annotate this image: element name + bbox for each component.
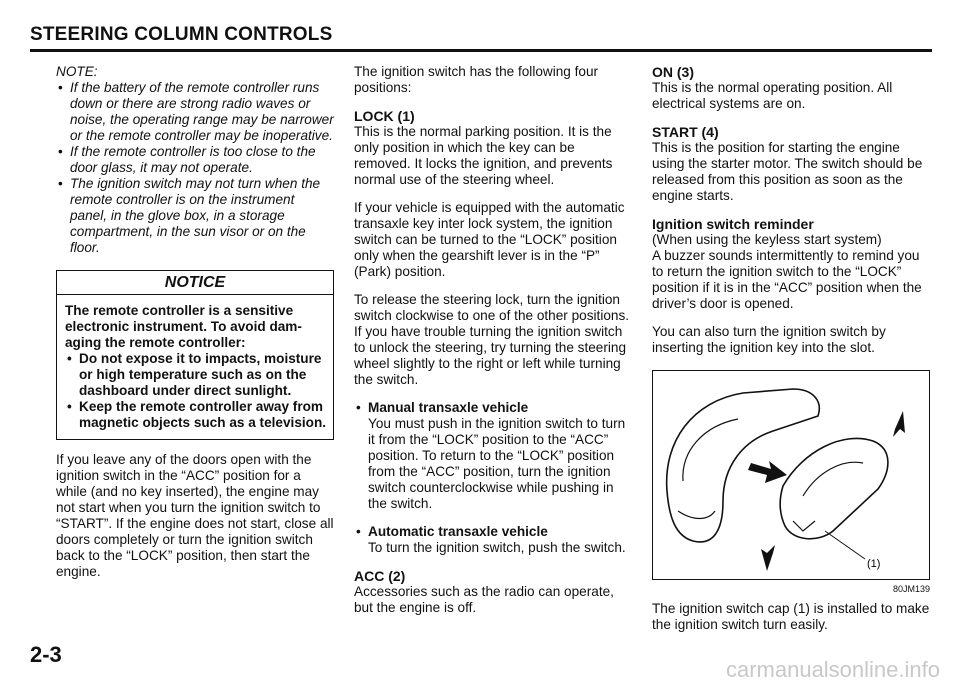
manual-item	[368, 400, 632, 512]
ignition-switch-illustration	[653, 371, 929, 579]
lock-heading: LOCK (1)	[354, 108, 415, 124]
page-number: 2-3	[30, 642, 62, 667]
acc-door-paragraph: If you leave any of the doors open with the ignition switch in the “ACC” position for a while (and no key inserted), the engine may not start when you turn the ignition switch to “START”. If the engine does not start, close all doors completely or turn the ignition switch back to the “LOCK” position, then start the engine.	[56, 452, 334, 579]
start-text: This is the position for starting the engine using the starter motor. The switch should be released from this position as soon as the engine starts.	[652, 140, 923, 203]
notice-body	[57, 295, 333, 439]
reminder-heading: Ignition switch reminder	[652, 216, 814, 232]
page-title: STEERING COLUMN CONTROLS	[30, 24, 333, 45]
figure-id: 80JM139	[892, 584, 930, 594]
auto-text: To turn the ignition switch, push the switch.	[368, 540, 626, 555]
figure-callout: (1)	[867, 558, 881, 570]
ignition-figure	[652, 370, 930, 580]
acc-heading: ACC (2)	[354, 568, 406, 584]
manual-text: You must push in the ignition switch to turn it from the “LOCK” position to the “ACC” position. To return to the “LOCK” position from the “ACC” position, turn the ignition switch counterclockwise while pushing in the switch.	[368, 416, 626, 511]
slot-text: You can also turn the ignition switch by inserting the ignition key into the slot.	[652, 324, 886, 355]
on-text: This is the normal operating position. All electrical systems are on.	[652, 80, 893, 111]
positions-intro: The ignition switch has the following four positions:	[354, 64, 599, 95]
notice-box	[56, 270, 334, 440]
column-3	[652, 64, 930, 633]
notice-list	[65, 351, 327, 431]
note-item: • The ignition switch may not turn when the remote controller is on the instrument panel, in the glove box, in a storage compartment, in the sun visor or on the floor.	[70, 176, 334, 256]
reminder-sub: (When using the keyless start system)	[652, 232, 882, 247]
manual-label: • Manual transaxle vehicle	[368, 400, 529, 415]
acc-text: Accessories such as the radio can operate, but the engine is off.	[354, 584, 614, 615]
notice-item: • Do not expose it to impacts, moisture or high temperature such as on the dashboard under direct sunlight.	[79, 351, 327, 399]
auto-item	[368, 524, 632, 556]
notice-title: NOTICE	[57, 271, 333, 295]
interlock-text: If your vehicle is equipped with the automatic transaxle key inter lock system, the ignition switch can be turned to the “LOCK” position only when the gearshift lever is in the “P” (Park) position.	[354, 200, 625, 279]
transaxle-list	[354, 400, 632, 556]
note-label: NOTE:	[56, 64, 98, 79]
header-rule	[30, 49, 932, 52]
lock-text: This is the normal parking position. It is the only position in which the key can be removed. It locks the ignition, and prevents normal use of the steering wheel.	[354, 124, 613, 187]
column-1	[56, 64, 334, 580]
note-item: • If the remote controller is too close to the door glass, it may not operate.	[70, 144, 334, 176]
on-heading: ON (3)	[652, 64, 694, 80]
figure-caption: The ignition switch cap (1) is installed to make the ignition switch turn easily.	[652, 601, 930, 632]
note-item: • If the battery of the remote controller runs down or there are strong radio waves or noise, the operating range may be narrower or the remote controller may be inoperative.	[70, 80, 334, 144]
start-heading: START (4)	[652, 124, 719, 140]
note-list	[56, 80, 334, 256]
release-text: To release the steering lock, turn the ignition switch clockwise to one of the other positions. If you have trouble turning the ignition switch to unlock the steering, try turning the steering wheel slightly to the right or left while turning the switch.	[354, 292, 630, 387]
watermark: carmanualsonline.info	[725, 657, 940, 682]
notice-intro: The remote controller is a sensitive electronic instrument. To avoid damaging the remote controller:	[65, 303, 302, 350]
column-2	[354, 64, 632, 616]
reminder-text: A buzzer sounds intermittently to remind you to return the ignition switch to the “LOCK” position if it is in the “ACC” position when the driver’s door is opened.	[652, 248, 922, 311]
notice-item: • Keep the remote controller away from magnetic objects such as a television.	[79, 399, 327, 431]
auto-label: • Automatic transaxle vehicle	[368, 524, 548, 539]
